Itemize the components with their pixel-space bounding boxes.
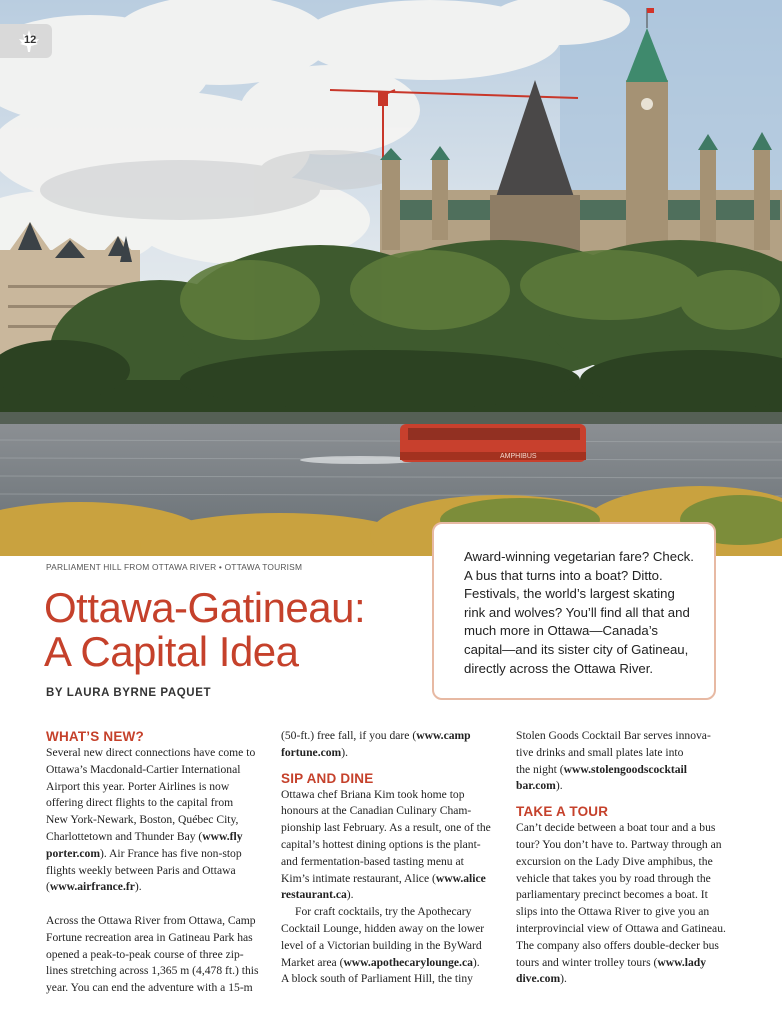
paragraph-gap: [46, 896, 270, 913]
text-line: [46, 846, 270, 863]
text-line: [281, 955, 503, 972]
title-line-1: Ottawa-Gatineau:: [44, 584, 366, 631]
column-2: [281, 728, 503, 988]
link-ladydive-cont[interactable]: dive.com: [516, 972, 561, 986]
text-line: A block south of Parliament Hill, the tiny: [281, 972, 473, 986]
text-line: opened a peak-to-peak course of three zip-: [46, 947, 244, 961]
link-apothecarylounge[interactable]: www.apothecarylounge.ca: [343, 955, 473, 969]
text-fragment: ).: [341, 745, 348, 759]
text-line: [516, 778, 738, 795]
callout-line: rink and wolves? You’ll find all that and: [464, 604, 690, 620]
link-alicerestaurant-cont[interactable]: restaurant.ca: [281, 888, 347, 902]
callout-line: directly across the Ottawa River.: [464, 660, 654, 676]
text-fragment: ).: [472, 955, 480, 969]
text-fragment: Kim’s intimate restaurant, Alice (: [281, 871, 436, 885]
text-line: [516, 955, 738, 972]
text-line: Ottawa chef Briana Kim took home top: [281, 787, 465, 801]
text-fragment: (50-ft.) free fall, if you dare (: [281, 729, 417, 742]
photo-caption: PARLIAMENT HILL FROM OTTAWA RIVER • OTTAWA TOURISM: [46, 562, 303, 572]
text-fragment: ).: [555, 779, 563, 793]
text-fragment: ).: [346, 888, 354, 902]
text-line: excursion on the Lady Dive amphibus, the: [516, 854, 713, 868]
text-fragment: tours and winter trolley tours (: [516, 955, 658, 969]
column-3: [516, 728, 738, 988]
text-line: honours at the Canadian Culinary Cham-: [281, 804, 472, 818]
column-1: [46, 728, 270, 997]
text-line: Airport this year. Porter Airlines is now: [46, 779, 230, 793]
text-line: Across the Ottawa River from Ottawa, Camp: [46, 913, 256, 927]
callout-line: capital—and its sister city of Gatineau,: [464, 641, 689, 657]
page-number-tab: [0, 24, 52, 58]
text-line: offering direct flights to the capital from: [46, 796, 234, 810]
text-fragment: (: [46, 880, 50, 894]
link-campfortune[interactable]: www.camp: [416, 729, 471, 742]
text-line: [281, 728, 503, 745]
text-line: [516, 762, 738, 779]
text-line: lines stretching across 1,365 m (4,478 ft.) this: [46, 964, 259, 978]
text-line: [281, 871, 503, 888]
text-line: [46, 879, 270, 896]
link-campfortune-cont[interactable]: fortune.com: [281, 745, 342, 759]
link-stolengoods-cont[interactable]: bar.com: [516, 779, 556, 793]
text-line: Stolen Goods Cocktail Bar serves innova-: [516, 729, 711, 742]
callout-line: Award-winning vegetarian fare? Check.: [464, 549, 694, 564]
text-fragment: ). Air France has five non-stop: [99, 846, 242, 860]
text-line: [46, 829, 270, 846]
link-flyporter[interactable]: www.fly: [202, 829, 243, 843]
link-airfrance[interactable]: www.airfrance.fr: [49, 880, 135, 894]
text-line: flights weekly between Paris and Ottawa: [46, 863, 236, 877]
text-line: Can’t decide between a boat tour and a bus: [516, 821, 716, 835]
boat-name: AMPHIBUS: [500, 453, 537, 460]
text-line: Cocktail Lounge, hidden away on the lower: [281, 921, 485, 935]
link-flyporter-cont[interactable]: porter.com: [46, 846, 100, 860]
text-line: year. You can end the adventure with a 15-m: [46, 981, 253, 995]
section-heading-whats-new: WHAT’S NEW?: [46, 729, 144, 744]
intro-callout: [432, 522, 716, 700]
amphibus-boat: [400, 424, 586, 462]
text-line: Fortune recreation area in Gatineau Park has: [46, 930, 253, 944]
article-title: [44, 586, 365, 674]
callout-line: much more in Ottawa—Canada’s: [464, 623, 658, 639]
text-line: tour? You don’t have to. Partway through an: [516, 837, 722, 851]
text-line: Several new direct connections have come to: [46, 746, 256, 759]
text-line: parliamentary precinct becomes a boat. It: [516, 888, 708, 902]
text-line: pionship last February. As a result, one of the: [281, 821, 491, 835]
text-line: tive drinks and small plates late into: [516, 745, 684, 759]
callout-line: A bus that turns into a boat? Ditto.: [464, 567, 663, 583]
text-line: The company also offers double-decker bus: [516, 938, 719, 952]
text-line: New York-Newark, Boston, Québec City,: [46, 813, 239, 827]
text-fragment: Market area (: [281, 955, 344, 969]
link-alicerestaurant[interactable]: www.alice: [435, 871, 486, 885]
section-heading-sip-and-dine: SIP AND DINE: [281, 770, 374, 786]
page-number: 12: [24, 34, 37, 46]
title-line-2: A Capital Idea: [44, 628, 299, 675]
text-line: slips into the Ottawa River to give you an: [516, 905, 710, 919]
text-line: level of a Victorian building in the ByWard: [281, 938, 482, 952]
text-line: and fermentation-based tasting menu at: [281, 854, 464, 868]
text-line: Ottawa’s Macdonald-Cartier International: [46, 762, 241, 776]
text-line: capital’s hottest dining options is the plant-: [281, 837, 481, 851]
link-stolengoods[interactable]: www.stolengoodscocktail: [563, 762, 688, 776]
text-line: [516, 971, 738, 988]
text-line: [281, 745, 503, 762]
text-fragment: the night (: [516, 762, 564, 776]
text-line: vehicle that takes you by road through the: [516, 871, 711, 885]
link-ladydive[interactable]: www.lady: [657, 955, 706, 969]
text-line: [281, 887, 503, 904]
text-fragment: ).: [134, 880, 142, 894]
section-heading-take-a-tour: TAKE A TOUR: [516, 804, 609, 820]
text-line: interprovincial view of Ottawa and Gatineau.: [516, 921, 726, 935]
byline: BY LAURA BYRNE PAQUET: [46, 687, 212, 699]
text-fragment: Charlottetown and Thunder Bay (: [46, 829, 203, 843]
callout-line: Festivals, the world’s largest skating: [464, 586, 675, 602]
text-line: For craft cocktails, try the Apothecary: [295, 905, 472, 919]
text-fragment: ).: [560, 972, 567, 986]
